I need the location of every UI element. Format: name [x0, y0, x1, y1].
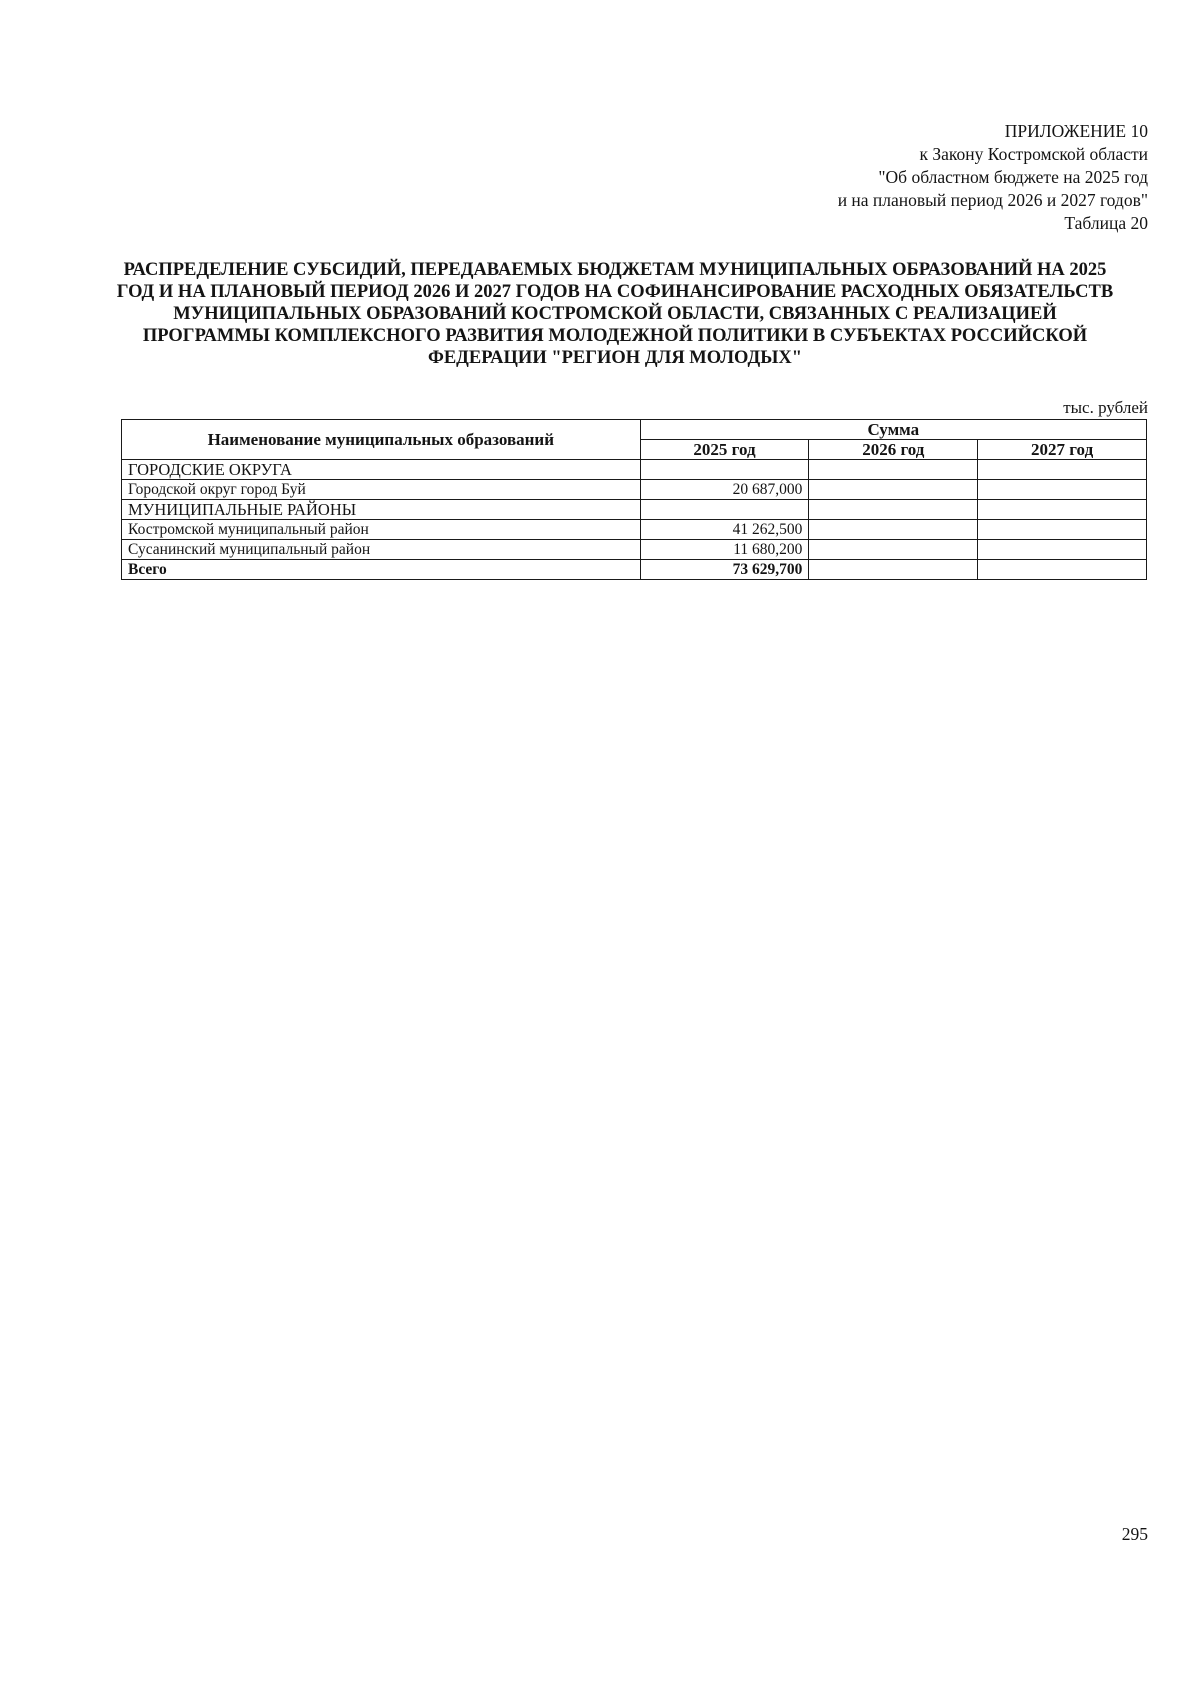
header-2027: 2027 год	[978, 440, 1147, 460]
row-name: МУНИЦИПАЛЬНЫЕ РАЙОНЫ	[122, 500, 641, 520]
row-value-2026	[809, 520, 978, 540]
appendix-law-title-line2: и на плановый период 2026 и 2027 годов"	[837, 190, 1148, 210]
subsidy-table	[121, 419, 1147, 580]
row-name: Всего	[122, 560, 641, 580]
row-value-2027	[978, 540, 1147, 560]
row-value-2026	[809, 460, 978, 480]
row-name: Костромской муниципальный район	[122, 520, 641, 540]
row-value-2025	[640, 460, 809, 480]
row-name: ГОРОДСКИЕ ОКРУГА	[122, 460, 641, 480]
row-value-2025: 11 680,200	[640, 540, 809, 560]
table-row-group-city-districts	[122, 460, 1147, 480]
appendix-law-title-line1: "Об областном бюджете на 2025 год	[878, 167, 1148, 187]
header-2025: 2025 год	[640, 440, 809, 460]
table-row	[122, 520, 1147, 540]
row-value-2026	[809, 480, 978, 500]
document-title: РАСПРЕДЕЛЕНИЕ СУБСИДИЙ, ПЕРЕДАВАЕМЫХ БЮДЖЕТАМ МУНИЦИПАЛЬНЫХ ОБРАЗОВАНИЙ НА 2025 ГОД И НА ПЛАНОВЫЙ ПЕРИОД 2026 И 2027 ГОДОВ НА СОФИНАНСИРОВАНИЕ РАСХОДНЫХ ОБЯЗАТЕЛЬСТВ МУНИЦИПАЛЬНЫХ ОБРАЗОВАНИЙ КОСТРОМСКОЙ ОБЛАСТИ, СВЯЗАННЫХ С РЕАЛИЗАЦИЕЙ ПРОГРАММЫ КОМПЛЕКСНОГО РАЗВИТИЯ МОЛОДЕЖНОЙ ПОЛИТИКИ В СУБЪЕКТАХ РОССИЙСКОЙ ФЕДЕРАЦИИ "РЕГИОН ДЛЯ МОЛОДЫХ"	[116, 260, 1114, 368]
row-value-2026	[809, 560, 978, 580]
table-row	[122, 480, 1147, 500]
appendix-table-number: Таблица 20	[1064, 213, 1148, 233]
row-value-2027	[978, 500, 1147, 520]
units-label: тыс. рублей	[1063, 398, 1148, 417]
row-value-2026	[809, 500, 978, 520]
table-row-group-municipal-districts	[122, 500, 1147, 520]
row-value-2025	[640, 500, 809, 520]
header-2026: 2026 год	[809, 440, 978, 460]
table-row	[122, 540, 1147, 560]
table-row-total	[122, 560, 1147, 580]
appendix-number: ПРИЛОЖЕНИЕ 10	[1004, 121, 1148, 141]
table-header-row	[122, 420, 1147, 440]
header-sum: Сумма	[640, 420, 1146, 440]
row-name: Сусанинский муниципальный район	[122, 540, 641, 560]
row-value-2027	[978, 480, 1147, 500]
row-value-2027	[978, 520, 1147, 540]
row-value-2025: 41 262,500	[640, 520, 809, 540]
row-value-2027	[978, 460, 1147, 480]
row-value-2026	[809, 540, 978, 560]
appendix-law-reference: к Закону Костромской области	[919, 144, 1148, 164]
appendix-header	[838, 120, 1148, 235]
row-value-2025: 20 687,000	[640, 480, 809, 500]
page-number: 295	[1121, 1524, 1148, 1544]
row-value-2027	[978, 560, 1147, 580]
row-value-2025: 73 629,700	[640, 560, 809, 580]
row-name: Городской округ город Буй	[122, 480, 641, 500]
header-municipality-name: Наименование муниципальных образований	[122, 420, 641, 460]
